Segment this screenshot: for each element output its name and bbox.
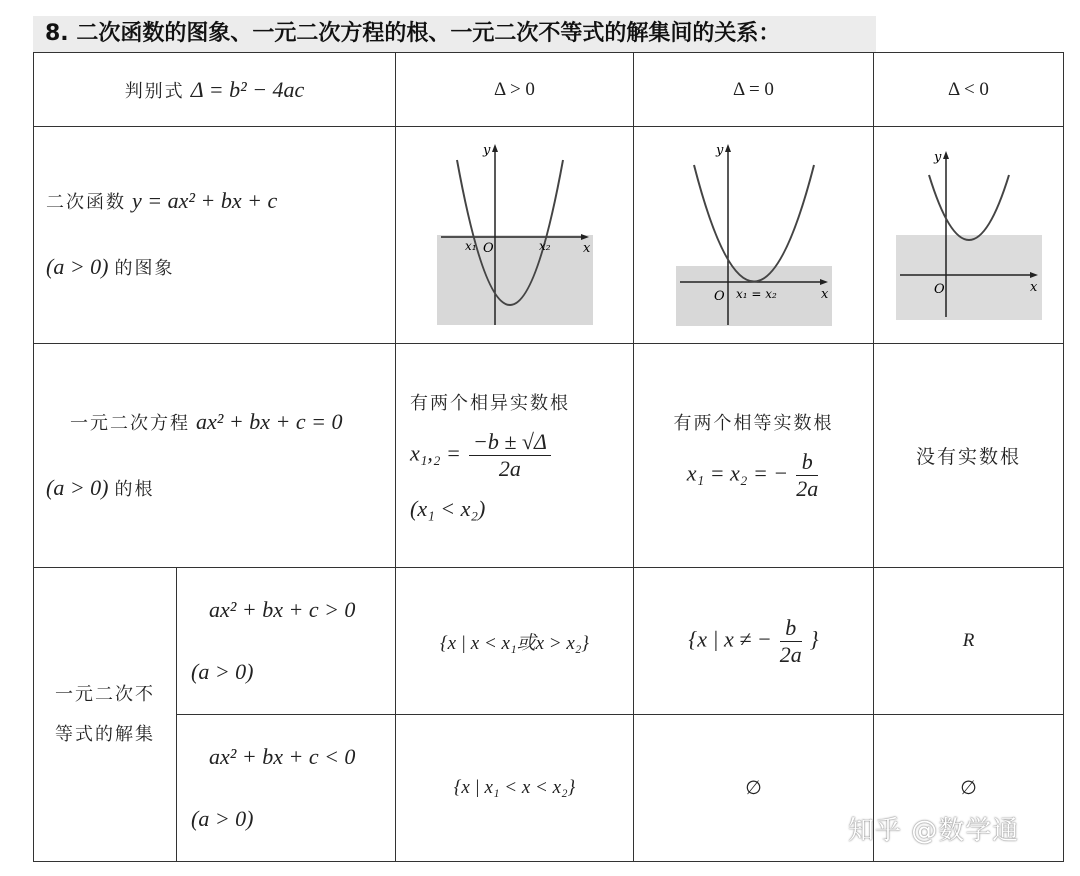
- relation-table: [33, 52, 1064, 862]
- ineq-lt-negative-solution: ∅: [874, 715, 1064, 862]
- parabola-curve: [929, 175, 1009, 240]
- case-negative-header: Δ < 0: [874, 53, 1064, 127]
- roots-label-expr: ax² + bx + c = 0: [196, 408, 343, 434]
- two-equal-roots-text: 有两个相等实数根: [673, 413, 834, 434]
- graph-double-root-cell: [634, 127, 874, 344]
- ineq-label-cell: [34, 568, 177, 862]
- y-arrow: [943, 151, 949, 159]
- graph-shading: [437, 235, 593, 325]
- ineq-gt-positive-solution: {x | x < x₁或x > x₂}: [396, 568, 634, 715]
- parabola-two-roots-graph: [435, 140, 595, 330]
- discriminant-expr: Δ = b² − 4ac: [190, 76, 305, 102]
- graph-label-cell: [34, 127, 396, 344]
- root1-label: x₁: [464, 239, 477, 253]
- ineq-gt-row: [34, 568, 1064, 715]
- roots-label-prefix: 一元二次方程: [70, 412, 190, 434]
- header-row: [34, 53, 1064, 127]
- roots-formula-denominator: 2a: [498, 456, 521, 481]
- roots-label-cell: [34, 344, 396, 568]
- ineq-lt-zero-solution: ∅: [634, 715, 874, 862]
- roots-label-suffix: 的根: [114, 478, 155, 500]
- ineq-label-line2: 等式的解集: [55, 723, 155, 745]
- graph-row: [34, 127, 1064, 344]
- double-root-label: x₁ = x₂: [735, 287, 777, 301]
- y-arrow: [492, 144, 498, 152]
- graph-label-expr: y = ax² + bx + c: [132, 188, 278, 213]
- roots-formula-lhs: x₁,₂ =: [410, 440, 461, 466]
- no-real-roots-text: 没有实数根: [874, 344, 1064, 568]
- ineq-gt-zero-rhs: }: [809, 626, 819, 651]
- x-axis-label: x: [820, 287, 828, 302]
- parabola-no-root-graph: [894, 145, 1044, 325]
- y-arrow: [725, 144, 731, 152]
- ineq-gt-zero-numerator: b: [780, 615, 802, 642]
- ineq-label-line1: 一元二次不: [55, 683, 155, 705]
- section-title: 8. 二次函数的图象、一元二次方程的根、一元二次不等式的解集间的关系：: [33, 16, 876, 52]
- ineq-gt-cond: (a > 0): [191, 659, 254, 684]
- x-axis-label: x: [582, 241, 590, 256]
- watermark: 知乎 @数学通: [848, 816, 1020, 846]
- graph-two-roots-cell: [396, 127, 634, 344]
- ineq-gt-expr: ax² + bx + c > 0: [209, 597, 356, 622]
- discriminant-label: 判别式: [124, 80, 185, 102]
- ineq-gt-label-cell: [177, 568, 396, 715]
- ineq-gt-zero-cell: [634, 568, 874, 715]
- case-zero-header: Δ = 0: [634, 53, 874, 127]
- double-root-numerator: b: [796, 449, 818, 476]
- roots-formula-fraction: [469, 429, 551, 482]
- ineq-lt-cond: (a > 0): [191, 806, 254, 831]
- graph-no-root-cell: [874, 127, 1064, 344]
- two-distinct-roots-text: 有两个相异实数根: [410, 393, 570, 414]
- ineq-gt-zero-lhs: {x | x ≠ −: [688, 626, 772, 651]
- discriminant-cell: [34, 53, 396, 127]
- graph-label-cond: (a > 0): [46, 254, 109, 279]
- ineq-lt-expr: ax² + bx + c < 0: [209, 744, 356, 769]
- double-root-fraction: [796, 449, 818, 502]
- x-axis-label: x: [1029, 280, 1037, 295]
- roots-row: [34, 344, 1064, 568]
- y-axis-label: y: [715, 143, 723, 158]
- y-axis-label: y: [482, 143, 490, 158]
- parabola-curve: [694, 165, 814, 282]
- roots-label-cond: (a > 0): [46, 474, 109, 500]
- origin-label: O: [482, 241, 494, 256]
- ineq-lt-label-cell: [177, 715, 396, 862]
- ineq-gt-zero-denominator: 2a: [779, 641, 802, 667]
- ineq-gt-negative-solution: R: [874, 568, 1064, 715]
- double-root-denominator: 2a: [796, 476, 819, 501]
- ineq-lt-positive-solution: {x | x₁ < x < x₂}: [396, 715, 634, 862]
- roots-formula-numerator: −b ± √Δ: [469, 429, 551, 456]
- root2-label: x₂: [538, 239, 551, 253]
- origin-label: O: [933, 282, 945, 297]
- parabola-double-root-graph: [674, 140, 834, 330]
- graph-label-prefix: 二次函数: [46, 192, 126, 213]
- graph-shading: [896, 235, 1042, 320]
- y-axis-label: y: [933, 150, 941, 165]
- graph-label-suffix: 的图象: [114, 258, 175, 279]
- roots-zero-cell: [634, 344, 874, 568]
- double-root-lhs: x₁ = x₂ = −: [686, 460, 789, 486]
- origin-label: O: [713, 289, 725, 304]
- roots-order-cond: (x₁ < x₂): [410, 496, 486, 521]
- ineq-gt-zero-fraction: [780, 615, 802, 668]
- case-positive-header: Δ > 0: [396, 53, 634, 127]
- roots-positive-cell: [396, 344, 634, 568]
